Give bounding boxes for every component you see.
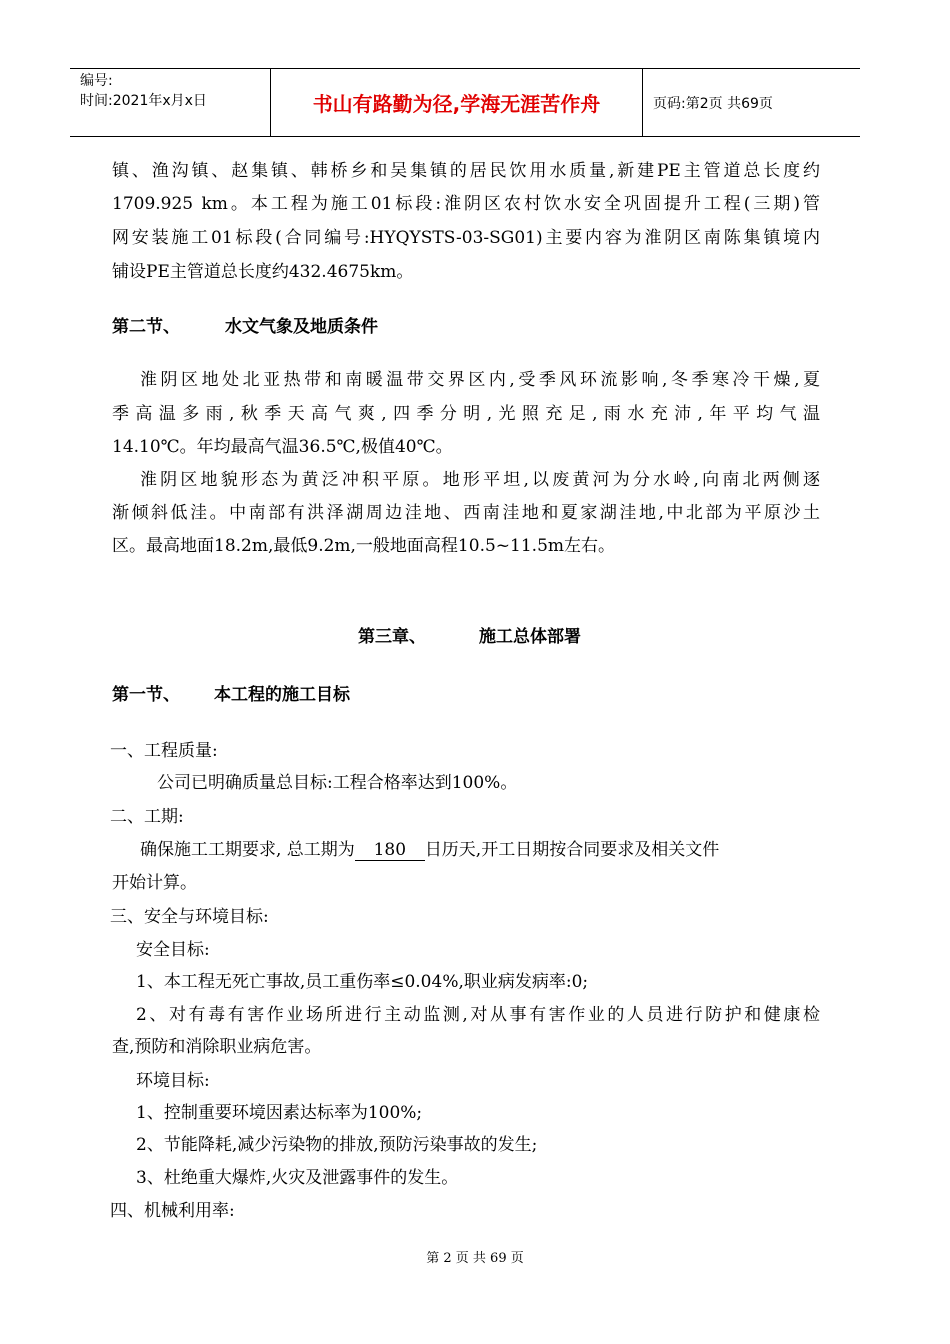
quality-text: 公司已明确质量总目标:工程合格率达到100%。 [157,773,518,793]
period-text-c: 开始计算。 [112,873,197,893]
geology-line: 区。最高地面18.2m,最低9.2m,一般地面高程10.5~11.5m左右。 [112,536,616,556]
safety-item-2: 2、对有毒有害作业场所进行主动监测,对从事有害作业的人员进行防护和健康检 [136,1005,820,1025]
section-2-label: 第二节、 [112,317,180,337]
env-subheading: 环境目标: [136,1071,210,1091]
intro-line: 铺设PE主管道总长度约432.4675km。 [112,262,414,282]
header-meta [70,69,271,136]
period-days: 180 [355,840,425,861]
climate-line: 14.10℃。年均最高气温36.5℃,极值40℃。 [112,437,453,457]
chapter-3-label: 第三章、 [358,627,426,647]
env-item-2: 2、节能降耗,减少污染物的排放,预防污染事故的发生; [136,1135,538,1155]
page-header [70,68,860,137]
safety-subheading: 安全目标: [136,940,210,960]
climate-line: 季高温多雨,秋季天高气爽,四季分明,光照充足,雨水充沛,年平均气温 [112,404,820,424]
geology-line: 渐倾斜低洼。中南部有洪泽湖周边洼地、西南洼地和夏家湖洼地,中北部为平原沙土 [112,503,820,523]
machine-heading: 四、机械利用率: [110,1201,235,1221]
period-text-b: 日历天,开工日期按合同要求及相关文件 [424,840,720,860]
intro-line: 网安装施工01标段(合同编号:HYQYSTS-03-SG01)主要内容为淮阴区南陈集镇境内 [112,228,820,248]
period-text [140,835,719,861]
intro-line: 镇、渔沟镇、赵集镇、韩桥乡和吴集镇的居民饮用水质量,新建PE主管道总长度约 [112,161,820,181]
header-motto: 书山有路勤为径,学海无涯苦作舟 [271,69,643,136]
document-number-label: 编号: [80,73,113,89]
period-text-a: 确保施工工期要求, 总工期为 [140,840,355,860]
chapter-3-title: 施工总体部署 [479,627,581,647]
document-time: 时间:2021年x月x日 [80,93,207,109]
intro-line: 1709.925 km。本工程为施工01标段:淮阴区农村饮水安全巩固提升工程(三期)管 [112,194,820,214]
section-1-label: 第一节、 [112,685,180,705]
section-1-title: 本工程的施工目标 [214,685,350,705]
header-page-info: 页码:第2页 共69页 [653,95,773,112]
period-heading: 二、工期: [110,807,184,827]
env-item-3: 3、杜绝重大爆炸,火灾及泄露事件的发生。 [136,1168,459,1188]
section-2-title: 水文气象及地质条件 [225,317,378,337]
env-item-1: 1、控制重要环境因素达标率为100%; [136,1103,423,1123]
safety-item-2-cont: 查,预防和消除职业病危害。 [112,1037,322,1057]
quality-heading: 一、工程质量: [110,741,218,761]
safety-item-1: 1、本工程无死亡事故,员工重伤率≤0.04%,职业病发病率:0; [136,972,589,992]
climate-line: 淮阴区地处北亚热带和南暖温带交界区内,受季风环流影响,冬季寒冷干燥,夏 [140,370,820,390]
geology-line: 淮阴区地貌形态为黄泛冲积平原。地形平坦,以废黄河为分水岭,向南北两侧逐 [140,470,820,490]
safety-heading: 三、安全与环境目标: [110,907,269,927]
page-footer: 第 2 页 共 69 页 [426,1251,524,1266]
